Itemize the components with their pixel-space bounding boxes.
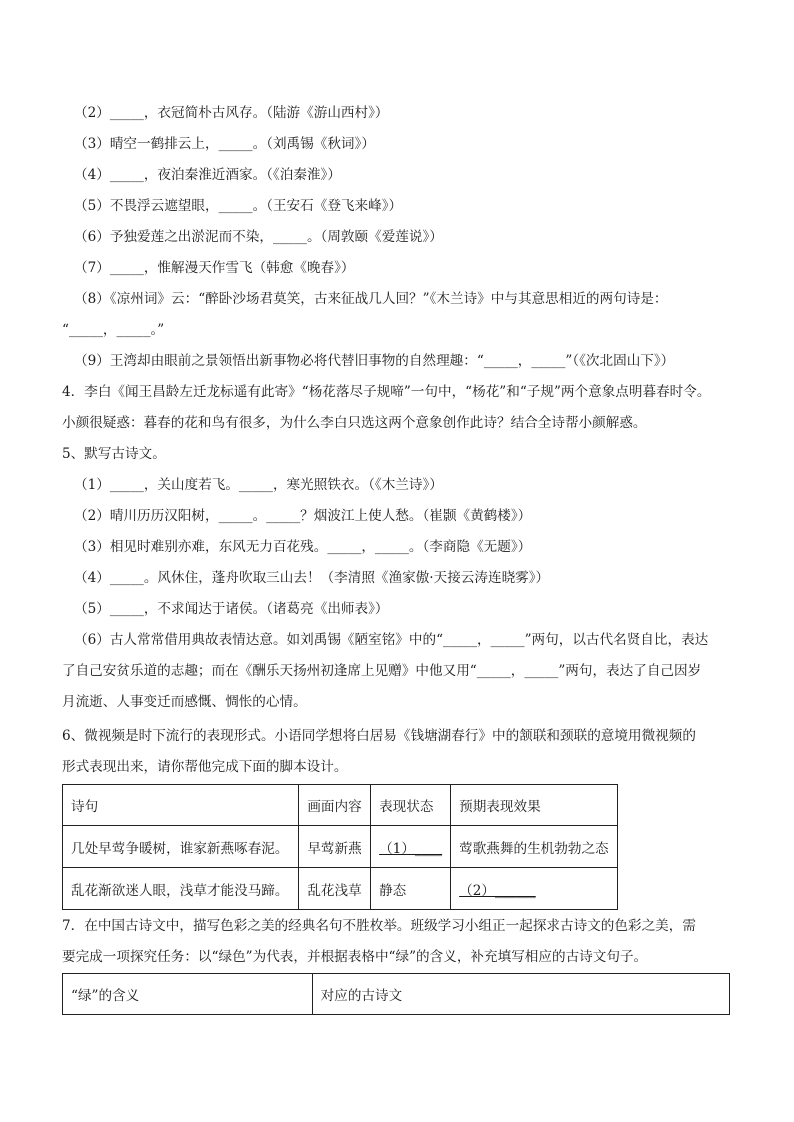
- q5-item-5: （5）_____，不求闻达于诸侯。（诸葛亮《出师表》）: [74, 601, 389, 617]
- table-header-row: [63, 974, 730, 1015]
- fill-line-8: （8）《凉州词》云：“醉卧沙场君莫笑，古来征战几人回？”《木兰诗》中与其意思相近的两句诗是：: [74, 291, 668, 307]
- question-5-heading: 5、默写古诗文。: [62, 446, 166, 462]
- header-cell: 诗句: [63, 785, 299, 826]
- table-cell: 几处早莺争暖树，谁家新燕啄春泥。: [63, 826, 299, 868]
- q5-item-4: （4）_____。风休住，蓬舟吹取三山去！（李清照《渔家傲·天接云涛连晓雾》）: [74, 570, 550, 586]
- table-cell: 莺歌燕舞的生机勃勃之态: [451, 826, 618, 868]
- table-cell: 静态: [371, 868, 451, 910]
- fill-line-6: （6）予独爱莲之出淤泥而不染，_____。（周敦颐《爱莲说》）: [74, 229, 443, 245]
- fill-line-2: （2）_____，衣冠简朴古风存。（陆游《游山西村》）: [74, 105, 389, 121]
- fill-line-7: （7）_____，惟解漫天作雪飞（韩愈《晚春》）: [74, 260, 355, 276]
- question-4-line-2: 小颜很疑惑：暮春的花和鸟有很多，为什么李白只选这两个意象创作此诗？结合全诗帮小颜解惑。: [62, 415, 647, 431]
- script-design-table: [62, 784, 618, 910]
- q5-item-2: （2）晴川历历汉阳树，_____。_____？烟波江上使人愁。（崔颢《黄鹤楼》）: [74, 508, 532, 524]
- q5-item-6-line-3: 月流逝、人事变迁而感慨、惆怅的心情。: [62, 694, 307, 710]
- header-cell: 预期表现效果: [451, 785, 618, 826]
- question-4-line-1: 4．李白《闻王昌龄左迁龙标遥有此寄》“杨花落尽子规啼”一句中，“杨花”和“子规”两个意象点明暮春时令。: [62, 384, 711, 400]
- q5-item-1: （1）_____，关山度若飞。_____，寒光照铁衣。（《木兰诗》）: [74, 477, 443, 493]
- question-7-line-1: 7．在中国古诗文中，描写色彩之美的经典名句不胜枚举。班级学习小组正一起探求古诗文的色彩之美，需: [62, 918, 696, 934]
- q5-item-6-line-1: （6）古人常常借用典故表情达意。如刘禹锡《陋室铭》中的“_____，_____”两句，以古代名贤自比，表达: [74, 632, 709, 648]
- fill-line-9: （9）王湾却由眼前之景领悟出新事物必将代替旧事物的自然理趣：“_____，_____”（《次北固山下》）: [74, 353, 675, 369]
- q5-item-3: （3）相见时难别亦难，东风无力百花残。_____，_____。（李商隐《无题》）: [74, 539, 532, 555]
- header-cell: 画面内容: [299, 785, 371, 826]
- table-cell: 早莺新燕: [299, 826, 371, 868]
- table-header-row: [63, 785, 618, 826]
- table-row: [63, 868, 618, 910]
- question-7-line-2: 要完成一项探究任务：以“绿色”为代表，并根据表格中“绿”的含义，补充填写相应的古诗文句子。: [62, 949, 648, 965]
- table-cell: 乱花渐欲迷人眼，浅草才能没马蹄。: [63, 868, 299, 910]
- header-cell: “绿”的含义: [63, 974, 313, 1015]
- answer-blank-2[interactable]: （2）______: [451, 868, 618, 910]
- fill-line-4: （4）_____，夜泊秦淮近酒家。（《泊秦淮》）: [74, 167, 341, 183]
- header-cell: 表现状态: [371, 785, 451, 826]
- green-meaning-table: [62, 973, 730, 1015]
- fill-line-5: （5）不畏浮云遮望眼，_____。（王安石《登飞来峰》）: [74, 198, 403, 214]
- table-cell: 乱花浅草: [299, 868, 371, 910]
- q5-item-6-line-2: 了自己安贫乐道的志趣；而在《酬乐天扬州初逢席上见赠》中他又用“_____，_____”两句，表达了自己因岁: [62, 663, 702, 679]
- fill-line-8-blanks: “_____，_____。”: [62, 322, 165, 338]
- fill-line-3: （3）晴空一鹤排云上，_____。（刘禹锡《秋词》）: [74, 136, 375, 152]
- question-6-line-2: 形式表现出来，请你帮他完成下面的脚本设计。: [62, 759, 348, 775]
- header-cell: 对应的古诗文: [312, 974, 729, 1015]
- table-row: [63, 826, 618, 868]
- answer-blank-1[interactable]: （1）____: [371, 826, 451, 868]
- question-6-line-1: 6、微视频是时下流行的表现形式。小语同学想将白居易《钱塘湖春行》中的颔联和颈联的意境用微视频的: [62, 728, 696, 744]
